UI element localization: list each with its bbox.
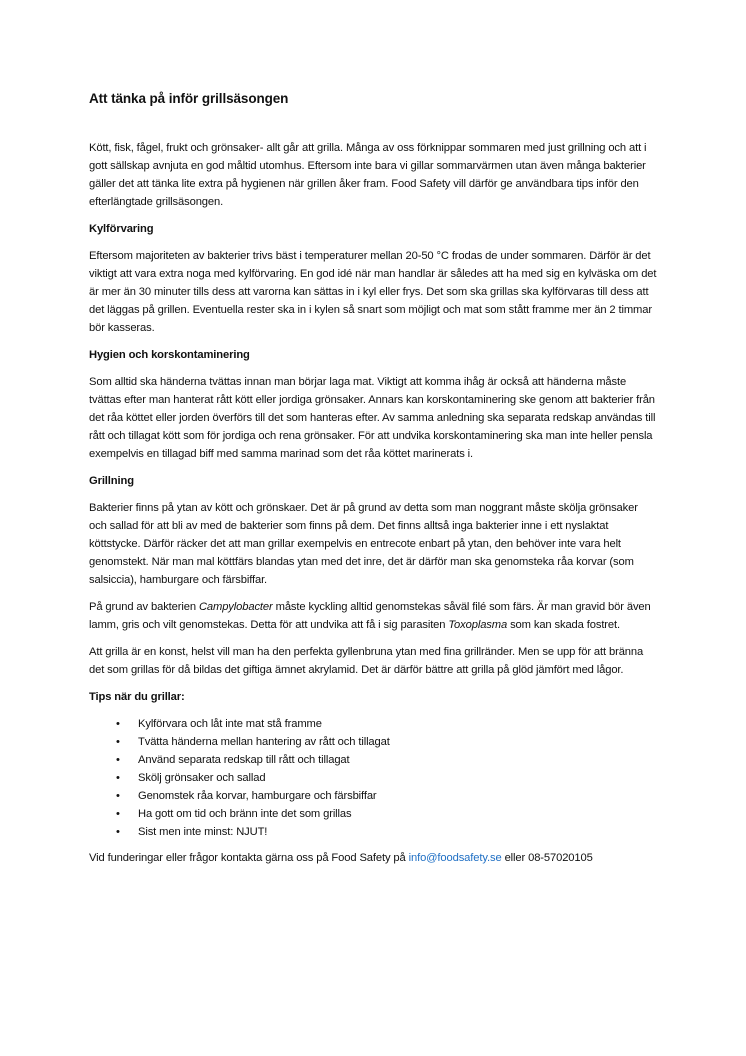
heading-hygien: Hygien och korskontaminering (89, 349, 250, 361)
list-item (109, 787, 658, 805)
list-item-text: Tvätta händerna mellan hantering av rått och tillagat (138, 736, 390, 748)
list-item (109, 751, 658, 769)
heading-grillning: Grillning (89, 475, 134, 487)
tips-list (89, 715, 658, 841)
list-item-text: Sist men inte minst: NJUT! (138, 826, 268, 838)
bullet-icon: • (116, 790, 120, 802)
paragraph-grillning-2-part-a: På grund av bakterien (89, 601, 199, 613)
paragraph-grillning-2-part-c: som kan skada fostret. (507, 619, 620, 631)
heading-tips: Tips när du grillar: (89, 691, 185, 703)
list-item (109, 823, 658, 841)
list-item (109, 769, 658, 787)
paragraph-hygien: Som alltid ska händerna tvättas innan man börjar laga mat. Viktigt att komma ihåg är också att händerna måste tvättas efter man hanterat rått kött eller jordiga grönsaker. Annars kan korskontaminering ske genom att bakterier från det råa köttet eller jorden överförs till det som hanteras efter. Av samma anledning ska separata redskap användas till rått och tillagat kött som för jordiga och rena grönsaker. För att undvika korskontaminering ska man inte heller pensla exempelvis en tillagad biff med samma marinad som det råa köttet marinerats i. (89, 376, 656, 460)
heading-kylforvaring: Kylförvaring (89, 223, 154, 235)
paragraph-grillning-1: Bakterier finns på ytan av kött och grönskaer. Det är på grund av detta som man noggrant måste skölja grönsaker och sallad för att bli av med de bakterier som finns på dem. Det finns alltså inga bakterier inne i ett nyslaktat köttstycke. Därför räcker det att man grillar exempelvis en entrecote enbart på ytan, den behöver inte vara helt genomstekt. När man mal köttfärs blandas ytan med det inre, det är därför man ska genomsteka råa korvar (som salsiccia), hamburgare och färsbiffar. (89, 502, 638, 586)
bullet-icon: • (116, 772, 120, 784)
paragraph-grillning-2 (89, 598, 658, 634)
intro-paragraph: Kött, fisk, fågel, frukt och grönsaker- allt går att grilla. Många av oss förknippar sommaren med just grillning och att i gott sällskap avnjuta en god måltid utomhus. Eftersom inte bara vi gillar sommarvärmen utan även många bakterier gäller det att tänka lite extra på hygienen när grillen åker fram. Food Safety vill därför ge användbara tips inför den efterlängtade grillsäsongen. (89, 142, 647, 208)
bullet-icon: • (116, 808, 120, 820)
campylobacter-term: Campylobacter (198, 601, 273, 613)
contact-text-before: Vid funderingar eller frågor kontakta gärna oss på Food Safety på (89, 852, 409, 864)
bullet-icon: • (116, 826, 120, 838)
list-item-text: Ha gott om tid och bränn inte det som grillas (138, 808, 352, 820)
list-item-text: Använd separata redskap till rått och tillagat (138, 754, 350, 766)
list-item (109, 715, 658, 733)
contact-paragraph (89, 849, 658, 867)
list-item (109, 805, 658, 823)
bullet-icon: • (116, 754, 120, 766)
list-item-text: Skölj grönsaker och sallad (138, 772, 266, 784)
list-item-text: Kylförvara och låt inte mat stå framme (138, 718, 322, 730)
toxoplasma-term: Toxoplasma (448, 619, 508, 631)
list-item-text: Genomstek råa korvar, hamburgare och färsbiffar (138, 790, 377, 802)
paragraph-kylforvaring: Eftersom majoriteten av bakterier trivs bäst i temperaturer mellan 20-50 °C frodas de under sommaren. Därför är det viktigt att vara extra noga med kylförvaring. En god idé när man handlar är således att ha med sig en kylväska om det är mer än 30 minuter tills dess att varorna kan sättas in i kyl eller frys. Det som ska grillas ska kylförvaras till dess att det läggas på grillen. Eventuella rester ska in i kylen så snart som möjligt och mat som stått framme mer än 2 timmar bör kasseras. (89, 250, 657, 334)
paragraph-grillning-3: Att grilla är en konst, helst vill man ha den perfekta gyllenbruna ytan med fina grillränder. Men se upp för att bränna det som grillas för då bildas det giftiga ämnet akrylamid. Det är därför bättre att grilla på glöd jämfört med lågor. (89, 646, 644, 676)
bullet-icon: • (116, 718, 120, 730)
contact-text-after: eller 08-57020105 (501, 852, 593, 864)
document-title: Att tänka på inför grillsäsongen (89, 91, 289, 106)
bullet-icon: • (116, 736, 120, 748)
email-link[interactable]: info@foodsafety.se (408, 852, 502, 864)
list-item (109, 733, 658, 751)
paragraph-grillning-2-part-b: måste kyckling alltid genomstekas såväl filé som färs. Är man gravid bör även lamm, gris och vilt genomstekas. Detta för att undvika att få i sig parasiten (89, 601, 651, 631)
